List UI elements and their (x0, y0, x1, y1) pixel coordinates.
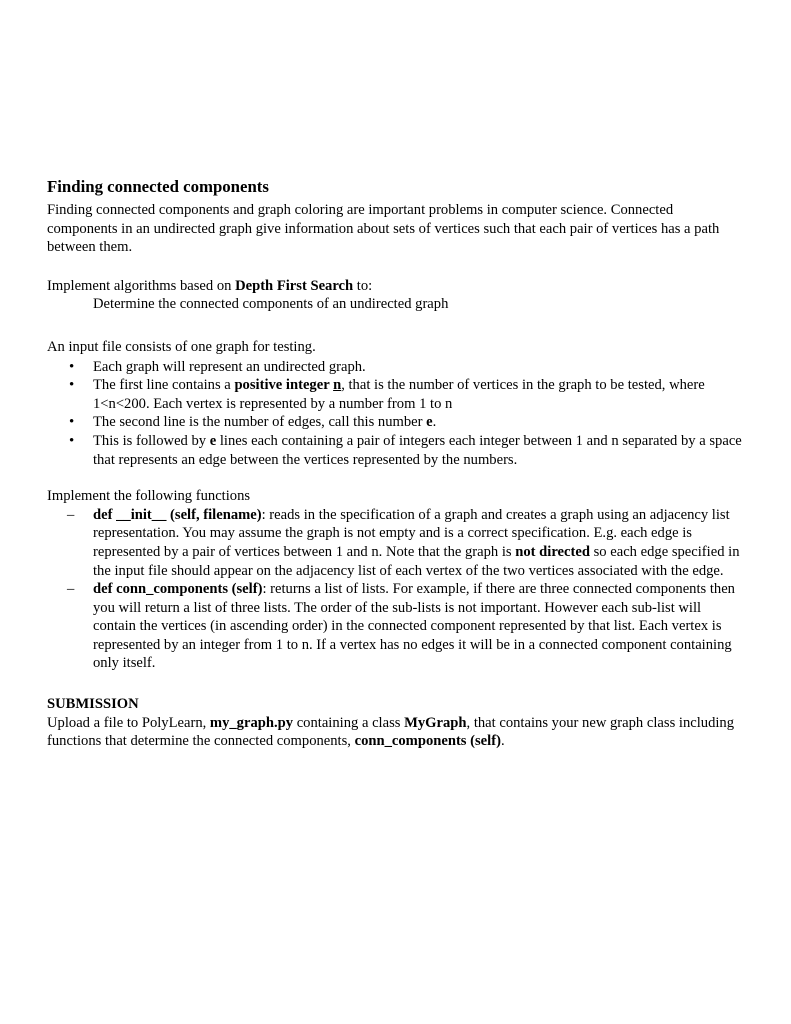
bullet-item (47, 413, 747, 432)
function-item (47, 580, 747, 673)
bullet-bold: e (209, 432, 217, 449)
bullet-text: The second line is the number of edges, call this number (93, 414, 427, 431)
submission-text: containing a class (293, 714, 405, 731)
intro-text: Finding connected components and graph coloring are important problems in computer science. Connected components in an undirected graph give information about sets of vertices such that each pair of vertices has a path between them. (47, 202, 720, 256)
function-text: : returns a list of lists. For example, if there are three connected components then you will return a list of three lists. The order of the sub-lists is not important. However each sub-list will contain the vertices (in ascending order) in the connected component represented by that list. Each vertex is represented by an integer from 1 to n. If a vertex has no edges it will be in a connected component containing only itself. (93, 581, 735, 672)
function-signature: def __init__ (self, filename) (93, 506, 262, 523)
intro-paragraph (47, 201, 747, 257)
function-bold: not directed (515, 543, 590, 560)
function-text: : reads in the specification of a graph and creates a graph using an adjacency list representation. You may assume the graph is not empty and is a correct specification. E.g. each edge is represented by a pair of vertices between 1 and n. Note that the graph is (93, 506, 730, 560)
bullet-bold: e (426, 414, 433, 431)
implement-paragraph (47, 277, 747, 296)
bullet-text: This is followed by (93, 432, 210, 449)
bullet-text: . (432, 414, 437, 431)
dash-marker: – (67, 506, 75, 523)
bullet-text: Each graph will represent an undirected graph. (93, 358, 366, 375)
submission-filename: my_graph.py (209, 714, 294, 731)
functions-lead: Implement the following functions (47, 488, 251, 505)
implement-bold: Depth First Search (235, 277, 354, 294)
input-lead: An input file consists of one graph for testing. (47, 338, 316, 355)
function-item (47, 506, 747, 580)
input-bullet-list (47, 358, 747, 470)
implement-prefix: Implement algorithms based on (47, 277, 236, 294)
submission-text: Upload a file to PolyLearn, (47, 714, 210, 731)
bullet-text: The first line contains a (93, 377, 235, 394)
implement-suffix: to: (353, 277, 373, 294)
submission-text: , that contains your new graph class including functions that determine the connected components, (47, 714, 735, 750)
bullet-item (47, 376, 747, 413)
implement-task: Determine the connected components of an undirected graph (93, 296, 449, 313)
dash-marker: – (67, 581, 75, 598)
bullet-item (47, 432, 747, 469)
bullet-text: , that is the number of vertices in the graph to be tested, where 1<n<200. Each vertex is represented by a number from 1 to n (93, 377, 705, 412)
submission-heading: SUBMISSION (47, 696, 139, 713)
document-page (47, 176, 747, 751)
submission-paragraph (47, 714, 747, 751)
bullet-underline: n (333, 377, 342, 394)
submission-class: MyGraph (404, 714, 467, 731)
page-title: Finding connected components (47, 177, 269, 196)
bullet-bold: positive integer (234, 377, 334, 394)
submission-text: . (500, 733, 505, 750)
functions-list (47, 506, 747, 673)
submission-function: conn_components (self) (354, 733, 501, 750)
bullet-text: lines each containing a pair of integers each integer between 1 and n separated by a space that represents an edge between the vertices represented by the numbers. (93, 432, 742, 468)
function-signature: def conn_components (self) (93, 581, 263, 598)
function-text: so each edge specified in the input file should appear on the adjacency list of each vertex of the two vertices associated with the edge. (93, 543, 740, 579)
bullet-item (47, 358, 747, 377)
